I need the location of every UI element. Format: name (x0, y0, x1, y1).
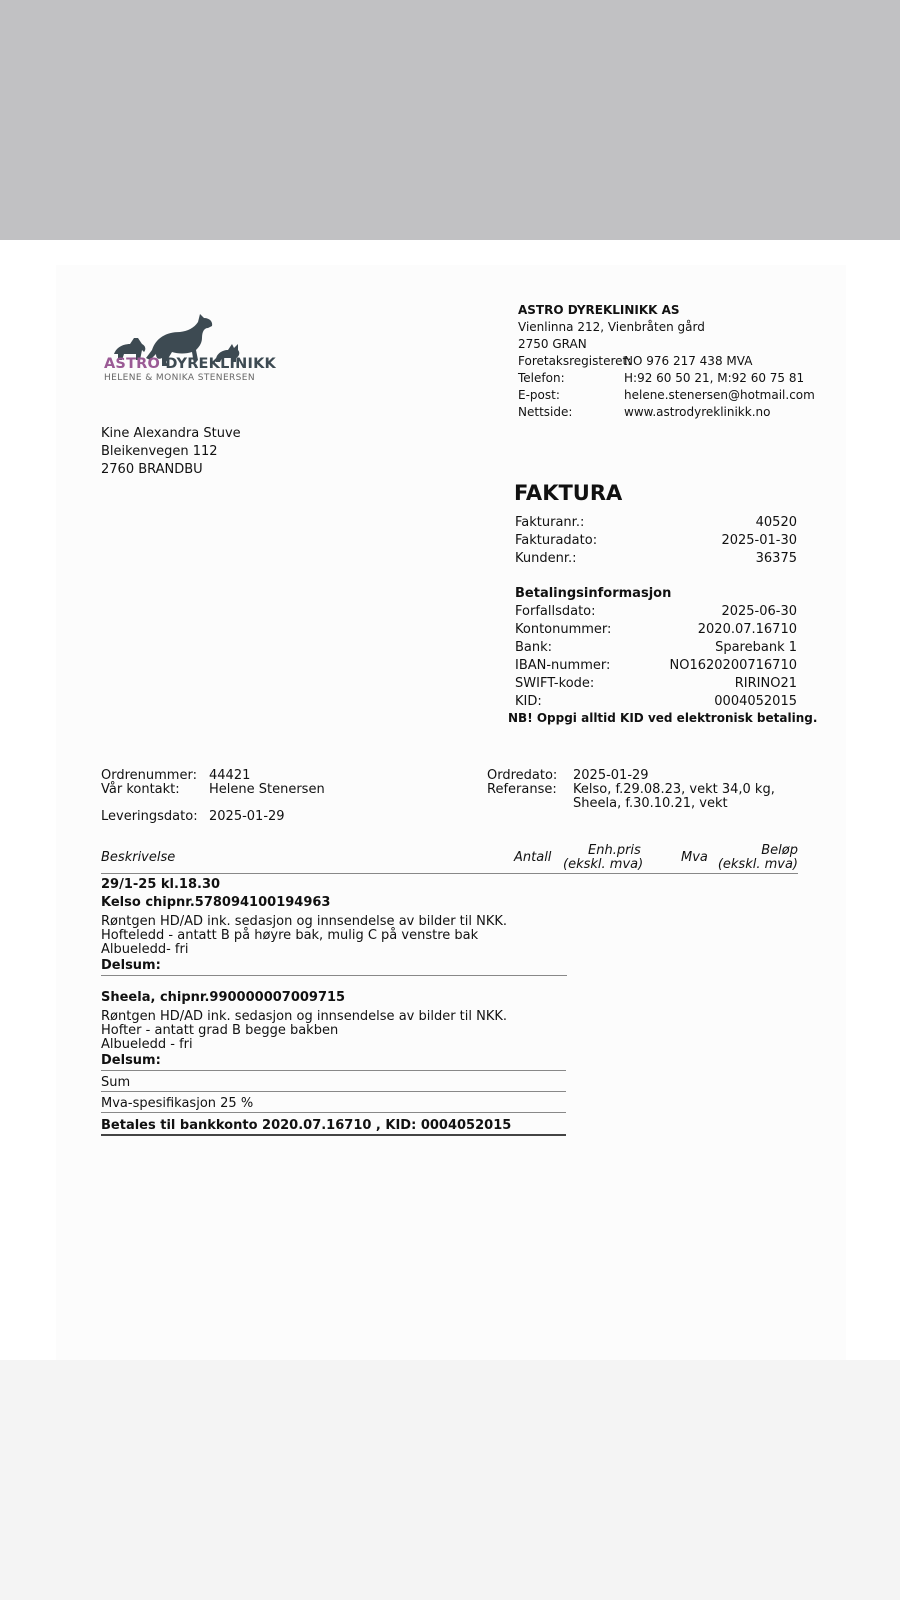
iban: NO1620200716710 (669, 658, 797, 673)
subtotal-label: Delsum: (101, 1053, 161, 1068)
company-row-value: H:92 60 50 21, M:92 60 75 81 (624, 371, 805, 385)
order-date: 2025-01-29 (573, 768, 649, 783)
logo-astro: ASTRO (104, 356, 161, 372)
payment-row-label: SWIFT-kode: (515, 676, 595, 691)
bank-name: Sparebank 1 (715, 640, 797, 655)
payment-note: NB! Oppgi alltid KID ved elektronisk betaling. (508, 711, 818, 725)
sum-divider (101, 1091, 566, 1092)
company-website[interactable]: www.astrodyreklinikk.no (624, 405, 771, 419)
subtotal-divider (101, 1070, 566, 1071)
visit-date-line: 29/1-25 kl.18.30 (101, 877, 221, 892)
payment-row-label: Bank: (515, 640, 553, 655)
company-row-value: NO 976 217 438 MVA (624, 354, 753, 368)
item-title: Kelso chipnr.578094100194963 (101, 895, 331, 910)
payment-row-label: Forfallsdato: (515, 604, 596, 619)
item-line: Hofter - antatt grad B begge bakben (101, 1023, 339, 1038)
item-line: Røntgen HD/AD ink. sedasjon og innsendelse av bilder til NKK. (101, 1009, 508, 1024)
company-row-label: Foretaksregisteret: (518, 354, 632, 368)
payment-instruction: Betales til bankkonto 2020.07.16710 , KID: 0004052015 (101, 1118, 512, 1133)
vat-divider (101, 1112, 566, 1113)
company-name: ASTRO DYREKLINIKK AS (518, 303, 680, 317)
bottom-gray-band (0, 1360, 900, 1600)
swift-code: RIRINO21 (734, 676, 797, 691)
company-email[interactable]: helene.stenersen@hotmail.com (624, 388, 815, 402)
account-number: 2020.07.16710 (697, 622, 797, 637)
recipient-name: Kine Alexandra Stuve (101, 426, 241, 441)
item-line: Røntgen HD/AD ink. sedasjon og innsendelse av bilder til NKK. (101, 914, 508, 929)
company-row-label: E-post: (518, 388, 560, 402)
item-line: Albueledd - fri (101, 1037, 193, 1052)
contact-label: Vår kontakt: (101, 782, 180, 797)
reference-label: Referanse: (487, 782, 557, 797)
item-title: Sheela, chipnr.990000007009715 (101, 990, 346, 1005)
order-number-label: Ordrenummer: (101, 768, 197, 783)
item-line: Albueledd- fri (101, 942, 189, 957)
company-row-label: Nettside: (518, 405, 573, 419)
sum-label: Sum (101, 1075, 131, 1090)
invoice-row-label: Fakturanr.: (515, 515, 585, 530)
company-address2: 2750 GRAN (518, 337, 587, 351)
delivery-date: 2025-01-29 (209, 809, 285, 824)
col-header-vat: Mva (681, 850, 708, 865)
company-row-label: Telefon: (518, 371, 565, 385)
reference-line1: Kelso, f.29.08.23, vekt 34,0 kg, (573, 782, 775, 797)
payment-row-label: IBAN-nummer: (515, 658, 611, 673)
reference-line2: Sheela, f.30.10.21, vekt (573, 796, 728, 811)
subtotal-label: Delsum: (101, 958, 161, 973)
recipient-street: Bleikenvegen 112 (101, 444, 218, 459)
logo-wordmark (104, 356, 276, 372)
delivery-date-label: Leveringsdato: (101, 809, 198, 824)
payment-row-label: KID: (515, 694, 542, 709)
col-header-quantity: Antall (514, 850, 552, 865)
invoice-row-label: Kundenr.: (515, 551, 577, 566)
col-header-unit-price: Enh.pris (588, 843, 641, 858)
col-header-description: Beskrivelse (101, 850, 176, 865)
logo-subtitle: HELENE & MONIKA STENERSEN (104, 373, 256, 383)
col-header-amount: Beløp (761, 843, 798, 858)
invoice-number: 40520 (755, 515, 797, 530)
table-header-divider (101, 873, 798, 874)
vat-spec-label: Mva-spesifikasjon 25 % (101, 1096, 254, 1111)
kid-number: 0004052015 (714, 694, 797, 709)
customer-number: 36375 (755, 551, 797, 566)
payment-heading: Betalingsinformasjon (515, 586, 672, 601)
invoice-date: 2025-01-30 (721, 533, 797, 548)
logo-dyreklinikk: DYREKLINIKK (165, 356, 276, 372)
company-address1: Vienlinna 212, Vienbråten gård (518, 320, 705, 334)
due-date: 2025-06-30 (721, 604, 797, 619)
order-number: 44421 (209, 768, 251, 783)
order-date-label: Ordredato: (487, 768, 558, 783)
subtotal-divider (101, 975, 567, 976)
col-header-unit-price-sub: (ekskl. mva) (563, 857, 644, 872)
invoice-row-label: Fakturadato: (515, 533, 598, 548)
col-header-amount-sub: (ekskl. mva) (717, 857, 798, 872)
recipient-city: 2760 BRANDBU (101, 462, 203, 477)
invoice-title: FAKTURA (514, 481, 623, 505)
item-line: Hofteledd - antatt B på høyre bak, mulig C på venstre bak (101, 928, 479, 943)
payment-row-label: Kontonummer: (515, 622, 612, 637)
final-divider (101, 1134, 566, 1136)
contact-name: Helene Stenersen (209, 782, 325, 797)
top-gray-band (0, 0, 900, 240)
